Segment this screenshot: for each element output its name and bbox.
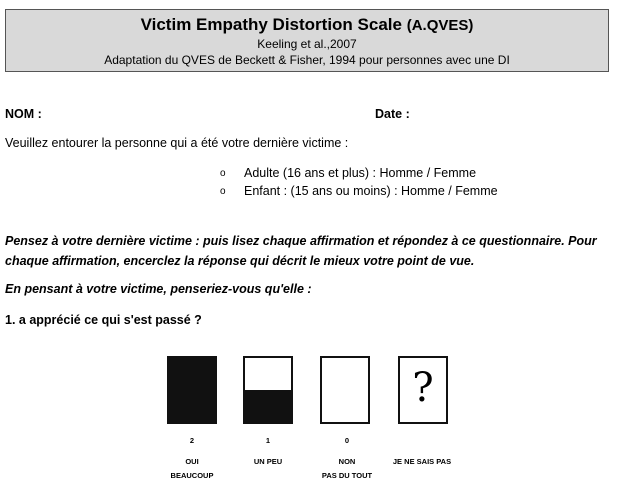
bullet-icon: o bbox=[220, 186, 226, 197]
scale-box-ne-sais-pas[interactable] bbox=[398, 356, 448, 424]
scale-label-line: JE NE SAIS PAS bbox=[392, 457, 452, 466]
question-1: 1. a apprécié ce qui s'est passé ? bbox=[5, 313, 202, 327]
scale-label-ne-sais-pas bbox=[382, 455, 462, 469]
scale-label-line: UN PEU bbox=[253, 457, 283, 466]
think-instruction: Pensez à votre dernière victime : puis lisez chaque affirmation et répondez à ce questionnaire. Pour chaque affirmation, encerclez la réponse qui décrit le mieux votre point de vue. bbox=[5, 234, 597, 268]
full-fill bbox=[169, 358, 215, 422]
scale-label-line: OUI bbox=[185, 457, 199, 466]
option-adult bbox=[220, 165, 476, 182]
scale-box-un-peu[interactable] bbox=[243, 356, 293, 424]
scale-value-0: 0 bbox=[344, 436, 350, 445]
prompt-text: En pensant à votre victime, penseriez-vous qu'elle : bbox=[5, 282, 312, 296]
scale-label-pas-du-tout bbox=[307, 455, 387, 483]
scale-label-beaucoup bbox=[152, 455, 232, 483]
option-child bbox=[220, 183, 498, 200]
document-title: Victim Empathy Distortion Scale (A.QVES) bbox=[140, 15, 474, 34]
authors: Keeling et al.,2007 bbox=[257, 37, 357, 51]
scale-box-beaucoup[interactable] bbox=[167, 356, 217, 424]
scale-label-un-peu bbox=[228, 455, 308, 469]
scale-label-line: NON bbox=[338, 457, 356, 466]
half-fill bbox=[245, 390, 291, 422]
document-code: (A.QVES) bbox=[406, 17, 474, 34]
date-label: Date : bbox=[375, 107, 410, 121]
name-label: NOM : bbox=[5, 107, 42, 121]
option-adult-label: Adulte (16 ans et plus) : Homme / Femme bbox=[244, 166, 477, 180]
scale-label-line: BEAUCOUP bbox=[170, 471, 214, 480]
question-mark-icon: ? bbox=[412, 365, 434, 411]
title-box bbox=[5, 9, 609, 72]
option-child-label: Enfant : (15 ans ou moins) : Homme / Femme bbox=[244, 184, 498, 198]
scale-box-pas-du-tout[interactable] bbox=[320, 356, 370, 424]
adaptation-note: Adaptation du QVES de Beckett & Fisher, 1994 pour personnes avec une DI bbox=[104, 53, 510, 67]
victim-instruction: Veuillez entourer la personne qui a été votre dernière victime : bbox=[5, 136, 349, 150]
bullet-icon: o bbox=[220, 168, 226, 179]
scale-label-line: PAS DU TOUT bbox=[321, 471, 373, 480]
scale-value-2: 2 bbox=[189, 436, 195, 445]
scale-value-1: 1 bbox=[265, 436, 271, 445]
